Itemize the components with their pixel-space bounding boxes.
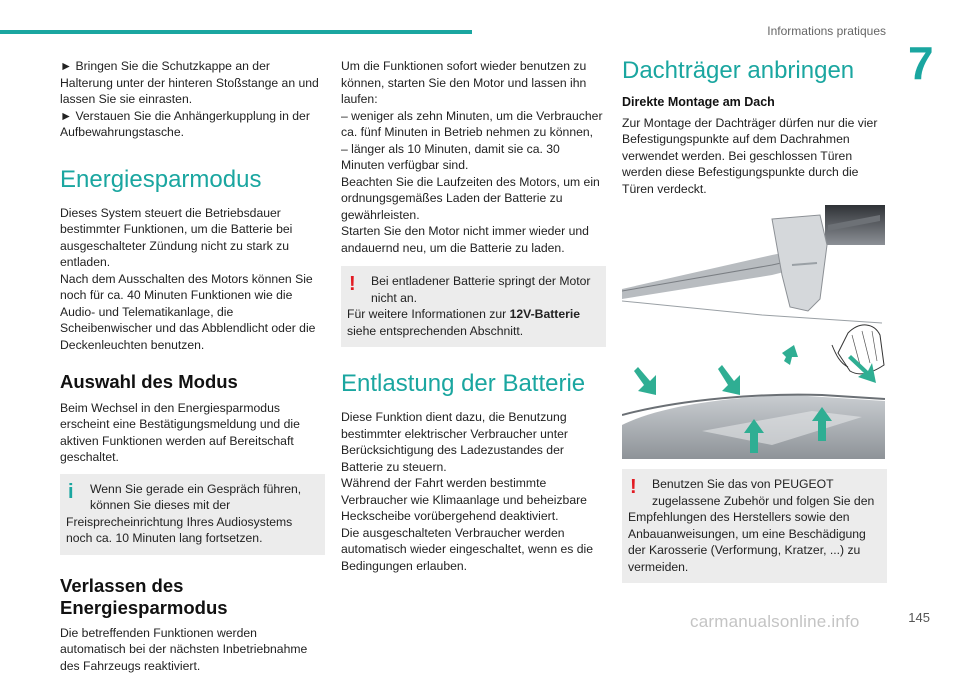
- paragraph: Starten Sie den Motor nicht immer wieder und andauernd neu, um die Batterie zu laden.: [341, 224, 589, 255]
- note-text: Für weitere Informationen zur 12V-Batterie siehe entsprechenden Abschnitt.: [347, 307, 581, 338]
- paragraph: Zur Montage der Dachträger dürfen nur die vier Befestigungspunkte auf dem Dachrahmen verwendet werden. Bei geschlossen Türen werden diese Befestigungspunkte durch die Türen verdeckt.: [622, 115, 878, 196]
- roof-bar-illustration: [622, 205, 885, 459]
- note-text: Freisprecheinrichtung Ihres Audiosystems noch ca. 10 Minuten lang fortsetzen.: [66, 514, 293, 546]
- chapter-number: 7: [908, 37, 934, 89]
- subsection-title-direct-mount: Direkte Montage am Dach: [622, 95, 775, 110]
- info-note: [60, 474, 325, 555]
- roof-bar-illustration-svg: [622, 205, 885, 459]
- paragraph: Um die Funktionen sofort wieder benutzen zu können, starten Sie den Motor und lassen ihn laufen:: [341, 59, 587, 106]
- note-text: Wenn Sie gerade ein Gespräch führen, können Sie dieses mit der: [90, 481, 302, 513]
- battery-reference: 12V-Batterie: [509, 307, 581, 321]
- warning-note: [622, 469, 887, 583]
- section-header: Informations pratiques: [767, 24, 886, 38]
- warning-icon: !: [349, 273, 356, 295]
- instruction-line: ► Verstauen Sie die Anhängerkupplung in der Aufbewahrungstasche.: [60, 108, 310, 139]
- column-3: [622, 58, 887, 583]
- list-item: – weniger als zehn Minuten, um die Verbraucher ca. fünf Minuten in Betrieb nehmen zu können,: [341, 108, 603, 139]
- paragraph: Die betreffenden Funktionen werden automatisch bei der nächsten Inbetriebnahme des Fahrzeugs reaktiviert.: [60, 625, 308, 673]
- paragraph: Nach dem Ausschalten des Motors können Sie noch für ca. 40 Minuten Funktionen wie die Audio- und Telematikanlage, die Scheibenwischer und das Abblendlicht oder die Deckenleuchten benutzen.: [60, 271, 316, 352]
- paragraph: Während der Fahrt werden bestimmte Verbraucher wie Klimaanlage und beheizbare Heckscheibe vorübergehend deaktiviert.: [341, 476, 587, 524]
- warning-note: [341, 266, 606, 347]
- page-number: 145: [908, 610, 930, 625]
- section-title-roof-bars: Dachträger anbringen: [622, 57, 855, 84]
- subsection-title-mode: Auswahl des Modus: [60, 371, 238, 393]
- warning-icon: !: [630, 476, 637, 499]
- instruction-line: ► Bringen Sie die Schutzkappe an der Halterung unter der hinteren Stoßstange an und lassen Sie sie einrasten.: [60, 59, 319, 106]
- paragraph: Beim Wechsel in den Energiesparmodus erscheint eine Bestätigungsmeldung und die aktiven Funktionen werden auf Bereitschaft geschaltet.: [60, 400, 300, 465]
- paragraph: Beachten Sie die Laufzeiten des Motors, um ein ordnungsgemäßes Laden der Batterie zu gewährleisten.: [341, 174, 600, 222]
- list-item: – länger als 10 Minuten, damit sie ca. 30 Minuten verfügbar sind.: [341, 141, 560, 172]
- paragraph: Diese Funktion dient dazu, die Benutzung bestimmter elektrischer Verbraucher unter Berücksichtigung des Ladezustandes der Batterie zu steuern.: [341, 410, 568, 474]
- note-text: Benutzen Sie das von PEUGEOT zugelassene Zubehör und folgen Sie den: [652, 477, 875, 508]
- info-icon: i: [68, 480, 74, 503]
- column-2: [341, 58, 606, 574]
- subsection-title-exit: Verlassen des Energiesparmodus: [60, 574, 228, 618]
- note-text: Empfehlungen des Herstellers sowie den Anbauanweisungen, um eine Beschädigung der Karosserie (Verformung, Kratzer, ...) zu vermeiden.: [628, 510, 866, 574]
- header-accent-bar: [0, 30, 472, 34]
- paragraph: Dieses System steuert die Betriebsdauer bestimmter Funktionen, um die Batterie bei ausgeschalteter Zündung nicht zu stark zu entladen.: [60, 205, 293, 270]
- section-title-battery-relief: Entlastung der Batterie: [341, 370, 586, 397]
- paragraph: Die ausgeschalteten Verbraucher werden automatisch wieder eingeschaltet, wenn es die Bedingungen erlauben.: [341, 525, 594, 573]
- note-text: Bei entladener Batterie springt der Motor nicht an.: [371, 274, 591, 305]
- section-title-energy-saving: Energiesparmodus: [60, 165, 262, 193]
- watermark: carmanualsonline.info: [690, 612, 860, 631]
- column-1: [60, 58, 325, 674]
